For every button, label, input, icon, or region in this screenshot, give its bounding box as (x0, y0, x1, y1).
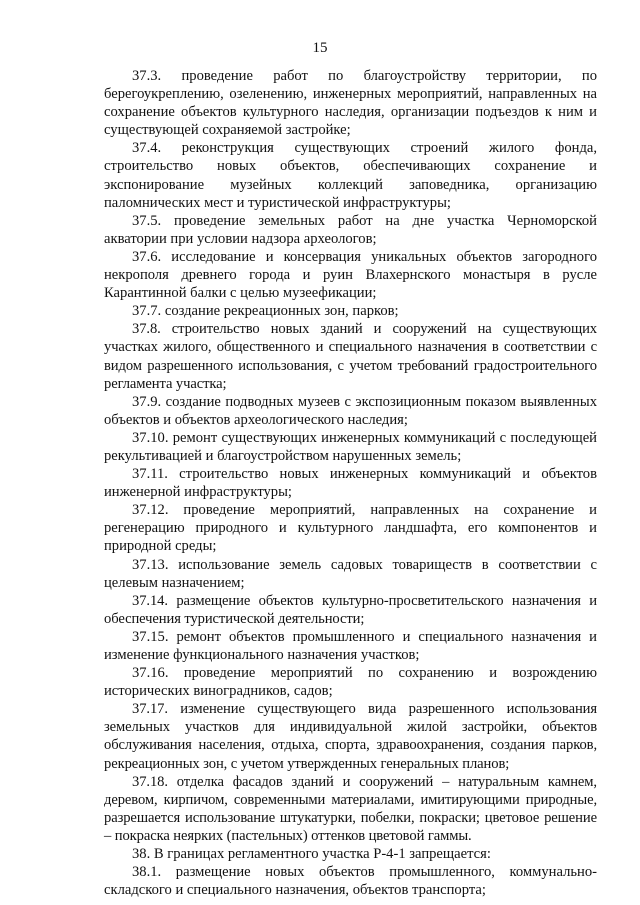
paragraph-37-16: 37.16. проведение мероприятий по сохранению и возрождению исторических виноградников, садов; (104, 665, 597, 700)
paragraph-37-12: 37.12. проведение мероприятий, направленных на сохранение и регенерацию природного и культурного ландшафта, его компонентов и природной среды; (104, 502, 597, 555)
paragraph-37-15: 37.15. ремонт объектов промышленного и специального назначения и изменение функционального назначения участков; (104, 628, 597, 663)
paragraph-37-6: 37.6. исследование и консервация уникальных объектов загородного некрополя древнего города и руин Влахернского монастыря в русле Карантинной балки с целью музеефикации; (104, 248, 597, 302)
paragraph-37-3: 37.3. проведение работ по благоустройству территории, по берегоукреплению, озеленению, инженерных мероприятий, направленных на сохранение объектов культурного наследия, организации подъездов к ним и существующей сохраняемой застройке; (104, 68, 597, 139)
document-body (104, 67, 597, 899)
paragraph-37-9: 37.9. создание подводных музеев с экспозиционным показом выявленных объектов и объектов археологического наследия; (104, 393, 597, 428)
paragraph-37-7: 37.7. создание рекреационных зон, парков; (132, 303, 399, 320)
paragraph-37-8: 37.8. строительство новых зданий и сооружений на существующих участках жилого, общественного и специального назначения в соответствии с видом разрешенного использования, с учетом требований градостроительного регламента участка; (104, 321, 597, 392)
paragraph-37-14: 37.14. размещение объектов культурно-просветительского назначения и обеспечения туристической деятельности; (104, 592, 597, 627)
page-number: 15 (312, 40, 328, 56)
paragraph-37-5: 37.5. проведение земельных работ на дне участка Черноморской акватории при условии надзора археологов; (104, 212, 597, 247)
paragraph-37-17: 37.17. изменение существующего вида разрешенного использования земельных участков для индивидуальной жилой застройки, объектов обслуживания населения, отдыха, спорта, здравоохранения, создания парков, рекреационных зон, с учетом утвержденных генеральных планов; (104, 701, 597, 772)
paragraph-37-13: 37.13. использование земель садовых товариществ в соответствии с целевым назначением; (104, 556, 597, 591)
paragraph-37-11: 37.11. строительство новых инженерных коммуникаций и объектов инженерной инфраструктуры; (104, 466, 597, 501)
paragraph-37-10: 37.10. ремонт существующих инженерных коммуникаций с последующей рекультивацией и благоустройством нарушенных земель; (104, 429, 597, 464)
paragraph-38-1: 38.1. размещение новых объектов промышленного, коммунально-складского и специального назначения, объектов транспорта; (104, 864, 597, 899)
paragraph-37-18: 37.18. отделка фасадов зданий и сооружений – натуральным камнем, деревом, кирпичом, современными материалами, имитирующими природные, разрешается использование штукатурки, побелки, покраски; цветовое решение – покраска неярких (пастельных) оттенков цветовой гаммы. (104, 773, 597, 844)
paragraph-37-4: 37.4. реконструкция существующих строений жилого фонда, строительство новых объектов, обеспечивающих сохранение и экспонирование музейных коллекций заповедника, организацию паломнических мест и туристической инфраструктуры; (104, 140, 597, 211)
paragraph-38: 38. В границах регламентного участка Р-4-1 запрещается: (132, 846, 491, 863)
